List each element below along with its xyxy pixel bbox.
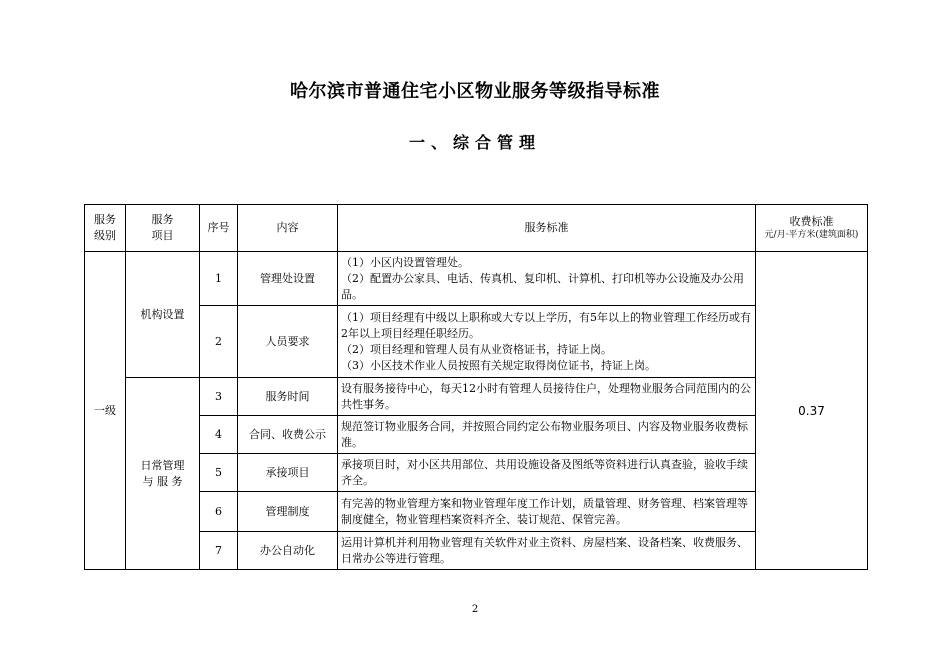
row-number: 7 — [200, 532, 238, 570]
header-service-item: 服务 项目 — [126, 205, 200, 252]
fee-label: 收费标准 — [789, 215, 834, 228]
fee-unit: 元/月·平方米(建筑面积) — [764, 230, 859, 240]
row-standard: 有完善的物业管理方案和物业管理年度工作计划，质量管理、财务管理、档案管理等制度健全，物业管理档案资料齐全、装订规范、保管完善。 — [338, 492, 756, 532]
row-content: 合同、收费公示 — [238, 416, 338, 454]
header-fee-standard — [756, 205, 868, 252]
service-item-group-1: 机构设置 — [126, 252, 200, 378]
fee-value-cell: 0.37 — [756, 252, 868, 570]
header-number: 序号 — [200, 205, 238, 252]
row-number: 2 — [200, 306, 238, 378]
table-row — [85, 378, 868, 416]
row-standard: （1）项目经理有中级以上职称或大专以上学历，有5年以上的物业管理工作经历或有2年以上项目经理任职经历。 （2）项目经理和管理人员有从业资格证书，持证上岗。 （3）小区技术作业人员按照有关规定取得岗位证书，持证上岗。 — [338, 306, 756, 378]
table-header-row — [85, 205, 868, 252]
section-title: 一、综合管理 — [408, 133, 541, 152]
service-item-group-2: 日常管理 与 服 务 — [126, 378, 200, 570]
row-standard: （1）小区内设置管理处。 （2）配置办公家具、电话、传真机、复印机、计算机、打印机等办公设施及办公用品。 — [338, 252, 756, 306]
row-number: 5 — [200, 454, 238, 492]
row-content: 办公自动化 — [238, 532, 338, 570]
row-number: 4 — [200, 416, 238, 454]
table-row — [85, 252, 868, 306]
service-standard-table — [84, 204, 868, 570]
row-content: 服务时间 — [238, 378, 338, 416]
table-row — [85, 532, 868, 570]
row-standard: 设有服务接待中心，每天12小时有管理人员接待住户，处理物业服务合同范围内的公共性事务。 — [338, 378, 756, 416]
row-content: 管理处设置 — [238, 252, 338, 306]
row-number: 3 — [200, 378, 238, 416]
document-title: 哈尔滨市普通住宅小区物业服务等级指导标准 — [290, 81, 660, 102]
row-standard: 运用计算机并利用物业管理有关软件对业主资料、房屋档案、设备档案、收费服务、日常办公等进行管理。 — [338, 532, 756, 570]
row-standard: 规范签订物业服务合同，并按照合同约定公布物业服务项目、内容及物业服务收费标准。 — [338, 416, 756, 454]
header-content: 内容 — [238, 205, 338, 252]
service-level-cell: 一级 — [85, 252, 126, 570]
row-content: 管理制度 — [238, 492, 338, 532]
row-number: 6 — [200, 492, 238, 532]
header-service-standard: 服务标准 — [338, 205, 756, 252]
row-content: 人员要求 — [238, 306, 338, 378]
row-content: 承接项目 — [238, 454, 338, 492]
table-row — [85, 454, 868, 492]
table-row — [85, 492, 868, 532]
row-number: 1 — [200, 252, 238, 306]
table-row — [85, 416, 868, 454]
table-row — [85, 306, 868, 378]
row-standard: 承接项目时，对小区共用部位、共用设施设备及图纸等资料进行认真查验，验收手续齐全。 — [338, 454, 756, 492]
header-service-level: 服务 级别 — [85, 205, 126, 252]
page-number: 2 — [471, 604, 479, 615]
